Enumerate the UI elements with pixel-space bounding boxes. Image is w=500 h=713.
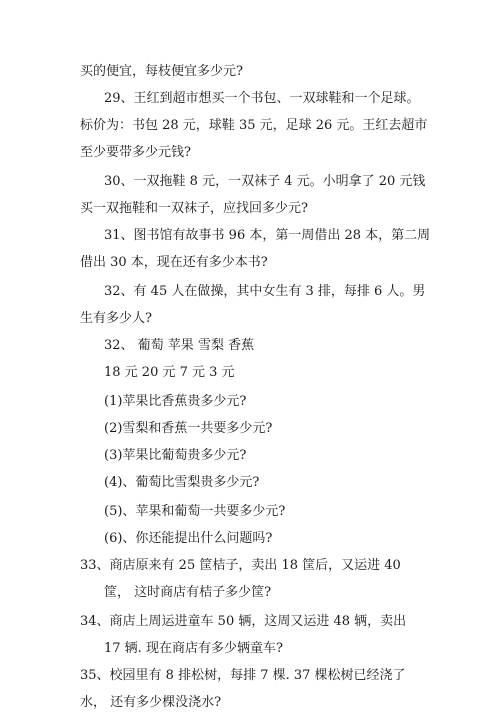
text-line: 买的便宜，每枝便宜多少元? bbox=[80, 64, 243, 79]
sub-question-1: (1)苹果比香蕉贵多少元? bbox=[104, 394, 247, 409]
problem-31-line-2: 借出 30 本，现在还有多少本书? bbox=[80, 255, 268, 270]
fruit-prices-line: 18 元 20 元 7 元 3 元 bbox=[104, 365, 235, 380]
problem-33-line-2: 筐， 这时商店有桔子多少筐? bbox=[104, 585, 272, 600]
problem-30-line-2: 买一双拖鞋和一双袜子，应找回多少元? bbox=[80, 201, 308, 216]
problem-29-line-3: 至少要带多少元钱? bbox=[80, 145, 191, 160]
sub-question-2: (2)雪梨和香蕉一共要多少元? bbox=[104, 421, 273, 436]
problem-34-line-2: 17 辆. 现在商店有多少辆童车? bbox=[104, 641, 283, 656]
problem-31-line-1: 31、图书馆有故事书 96 本，第一周借出 28 本，第二周 bbox=[104, 228, 431, 243]
sub-question-4: (4)、葡萄比雪梨贵多少元? bbox=[104, 475, 260, 490]
sub-question-6: (6)、你还能提出什么问题吗? bbox=[104, 531, 273, 546]
problem-33-line-1: 33、商店原来有 25 筐桔子，卖出 18 筐后，又运进 40 bbox=[80, 558, 401, 573]
problem-30-line-1: 30、一双拖鞋 8 元，一双袜子 4 元。小明拿了 20 元钱 bbox=[104, 174, 426, 189]
fruit-names-line: 32、 葡萄 苹果 雪梨 香蕉 bbox=[104, 338, 255, 353]
problem-29-line-1: 29、王红到超市想买一个书包、一双球鞋和一个足球。 bbox=[104, 91, 420, 106]
problem-34-line-1: 34、商店上周运进童车 50 辆，这周又运进 48 辆，卖出 bbox=[80, 614, 407, 629]
problem-29-line-2: 标价为：书包 28 元，球鞋 35 元，足球 26 元。王红去超市 bbox=[80, 118, 428, 133]
sub-question-5: (5)、苹果和葡萄一共要多少元? bbox=[104, 504, 286, 519]
problem-32-line-1: 32、有 45 人在做操，其中女生有 3 排，每排 6 人。男 bbox=[104, 284, 426, 299]
problem-35-line-1: 35、校园里有 8 排松树，每排 7 棵. 37 棵松树已经浇了 bbox=[80, 668, 406, 683]
problem-32-line-2: 生有多少人? bbox=[80, 311, 152, 326]
problem-35-line-2: 水， 还有多少棵没浇水? bbox=[80, 695, 222, 710]
sub-question-3: (3)苹果比葡萄贵多少元? bbox=[104, 448, 247, 463]
